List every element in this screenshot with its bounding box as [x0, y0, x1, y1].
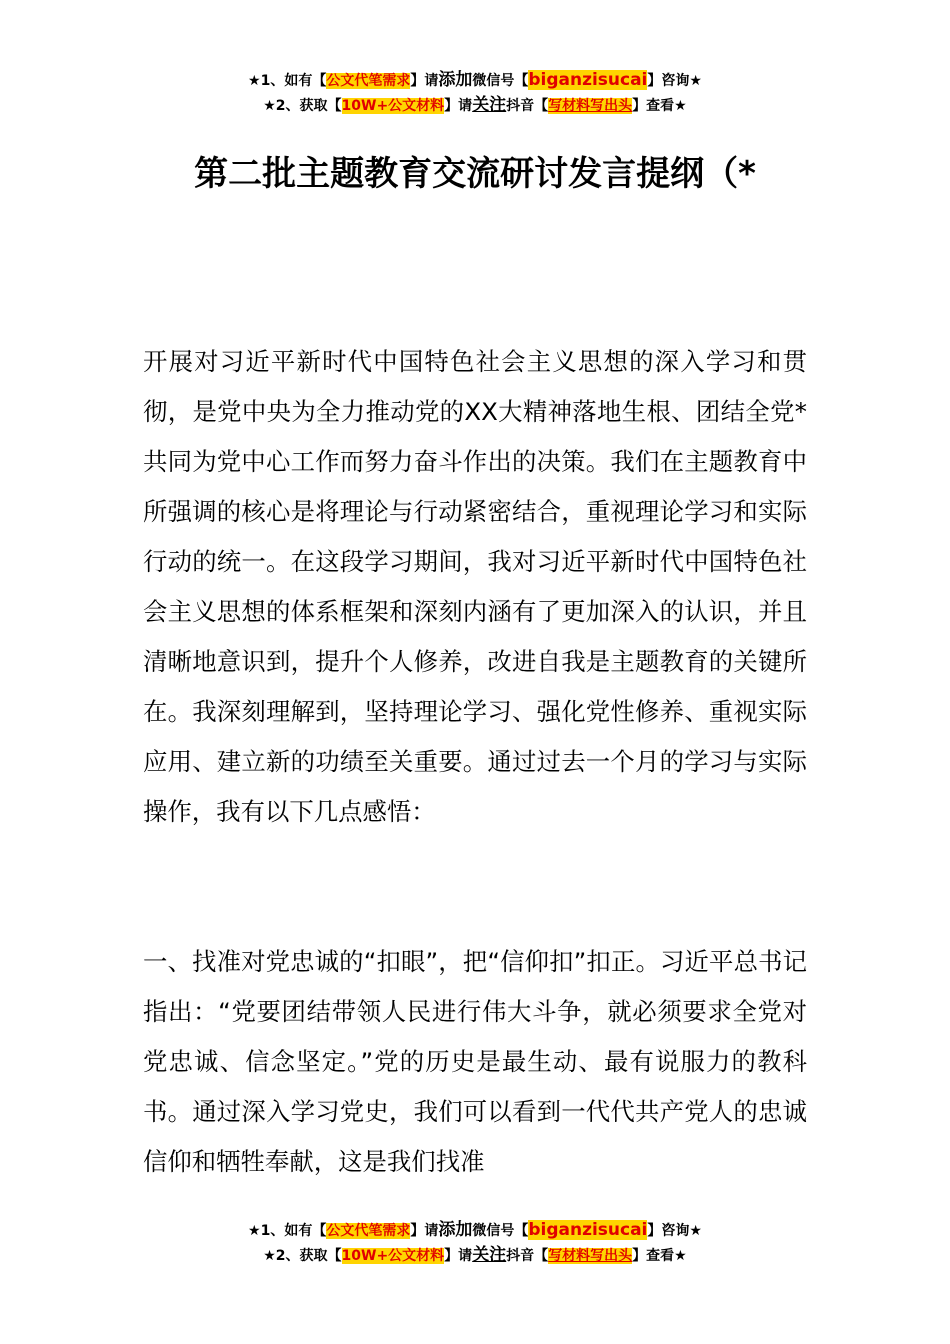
banner-line-2: ★2、获取【10W+公文材料】请关注抖音【写材料写出头】查看★	[263, 1245, 687, 1265]
footer-banner	[0, 1218, 950, 1268]
paragraph-intro: 开展对习近平新时代中国特色社会主义思想的深入学习和贯彻，是党中央为全力推动党的XX大精神落地生根、团结全党*共同为党中心工作而努力奋斗作出的决策。我们在主题教育中所强调的核心是将理论与行动紧密结合，重视理论学习和实际行动的统一。在这段学习期间，我对习近平新时代中国特色社会主义思想的体系框架和深刻内涵有了更加深入的认识，并且清晰地意识到，提升个人修养，改进自我是主题教育的关键所在。我深刻理解到，坚持理论学习、强化党性修养、重视实际应用、建立新的功绩至关重要。通过过去一个月的学习与实际操作，我有以下几点感悟：	[143, 347, 807, 826]
banner-highlight: 公文代笔需求	[326, 73, 411, 89]
banner-line-2: ★2、获取【10W+公文材料】请关注抖音【写材料写出头】查看★	[263, 95, 687, 115]
banner-douyin-name: 写材料写出头	[548, 1248, 633, 1264]
banner-line-1: ★1、如有【公文代笔需求】请添加微信号【biganzisucai】咨询★	[248, 1220, 702, 1240]
banner-line-1: ★1、如有【公文代笔需求】请添加微信号【biganzisucai】咨询★	[248, 70, 702, 90]
banner-wechat-id: biganzisucai	[528, 1220, 648, 1240]
banner-highlight: 公文代笔需求	[326, 1223, 411, 1239]
banner-douyin-name: 写材料写出头	[548, 98, 633, 114]
header-banner	[0, 68, 950, 118]
banner-wechat-id: biganzisucai	[528, 70, 648, 90]
banner-highlight: 10W+公文材料	[341, 98, 445, 114]
document-title: 第二批主题教育交流研讨发言提纲（*	[194, 154, 756, 194]
banner-highlight: 10W+公文材料	[341, 1248, 445, 1264]
paragraph-section-1: 一、找准对党忠诚的“扣眼”，把“信仰扣”扣正。习近平总书记指出：“党要团结带领人民进行伟大斗争，就必须要求全党对党忠诚、信念坚定。”党的历史是最生动、最有说服力的教科书。通过深入学习党史，我们可以看到一代代共产党人的忠诚信仰和牺牲奉献，这是我们找准	[143, 947, 807, 1176]
